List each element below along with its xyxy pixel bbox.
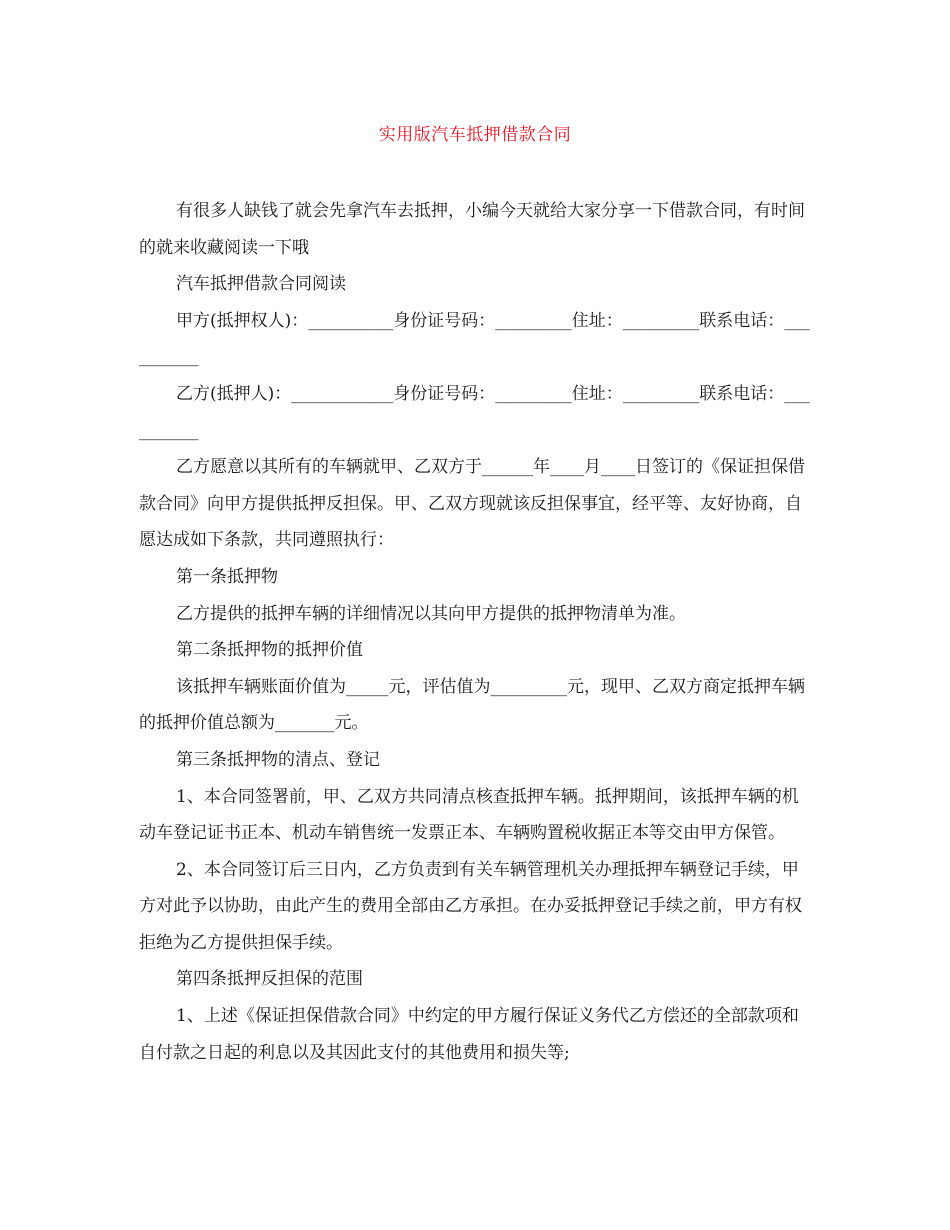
article-2-heading: 第二条抵押物的抵押价值: [176, 640, 363, 661]
article-3-heading: 第三条抵押物的清点、登记: [176, 749, 380, 770]
intro-paragraph: 有很多人缺钱了就会先拿汽车去抵押，小编今天就给大家分享一下借款合同，有时间的就来收藏阅读一下哦: [139, 201, 805, 258]
article-1-heading: 第一条抵押物: [176, 566, 278, 587]
article-3-clause-2: 2、本合同签订后三日内，乙方负责到有关车辆管理机关办理抵押车辆登记手续，甲方对此予以协助，由此产生的费用全部由乙方承担。在办妥抵押登记手续之前，甲方有权拒绝为乙方提供担保手续。: [139, 859, 802, 953]
article-4-heading: 第四条抵押反担保的范围: [176, 969, 363, 990]
article-2-text: 该抵押车辆账面价值为_____元，评估值为_________元，现甲、乙双方商定抵押车辆的抵押价值总额为_______元。: [139, 676, 805, 734]
article-3-clause-1: 1、本合同签署前，甲、乙双方共同清点核查抵押车辆。抵押期间，该抵押车辆的机动车登记证书正本、机动车销售统一发票正本、车辆购置税收据正本等交由甲方保管。: [139, 786, 799, 844]
preamble-paragraph: 乙方愿意以其所有的车辆就甲、乙双方于______年____月____日签订的《保证担保借款合同》向甲方提供抵押反担保。甲、乙双方现就该反担保事宜，经平等、友好协商，自愿达成如下条款，共同遵照执行：: [139, 457, 805, 551]
document-body: [139, 193, 811, 1071]
article-4-clause-1: 1、上述《保证担保借款合同》中约定的甲方履行保证义务代乙方偿还的全部款项和自付款之日起的利息以及其因此支付的其他费用和损失等;: [139, 1006, 799, 1063]
party-a-line: 甲方(抵押权人)：__________身份证号码：_________住址：_________联系电话：__________: [139, 310, 810, 368]
article-1-text: 乙方提供的抵押车辆的详细情况以其向甲方提供的抵押物清单为准。: [176, 603, 686, 624]
party-b-line: 乙方(抵押人)：____________身份证号码：_________住址：_________联系电话：__________: [139, 383, 810, 441]
contract-subtitle: 汽车抵押借款合同阅读: [176, 274, 346, 295]
document-title: 实用版汽车抵押借款合同: [378, 125, 572, 145]
